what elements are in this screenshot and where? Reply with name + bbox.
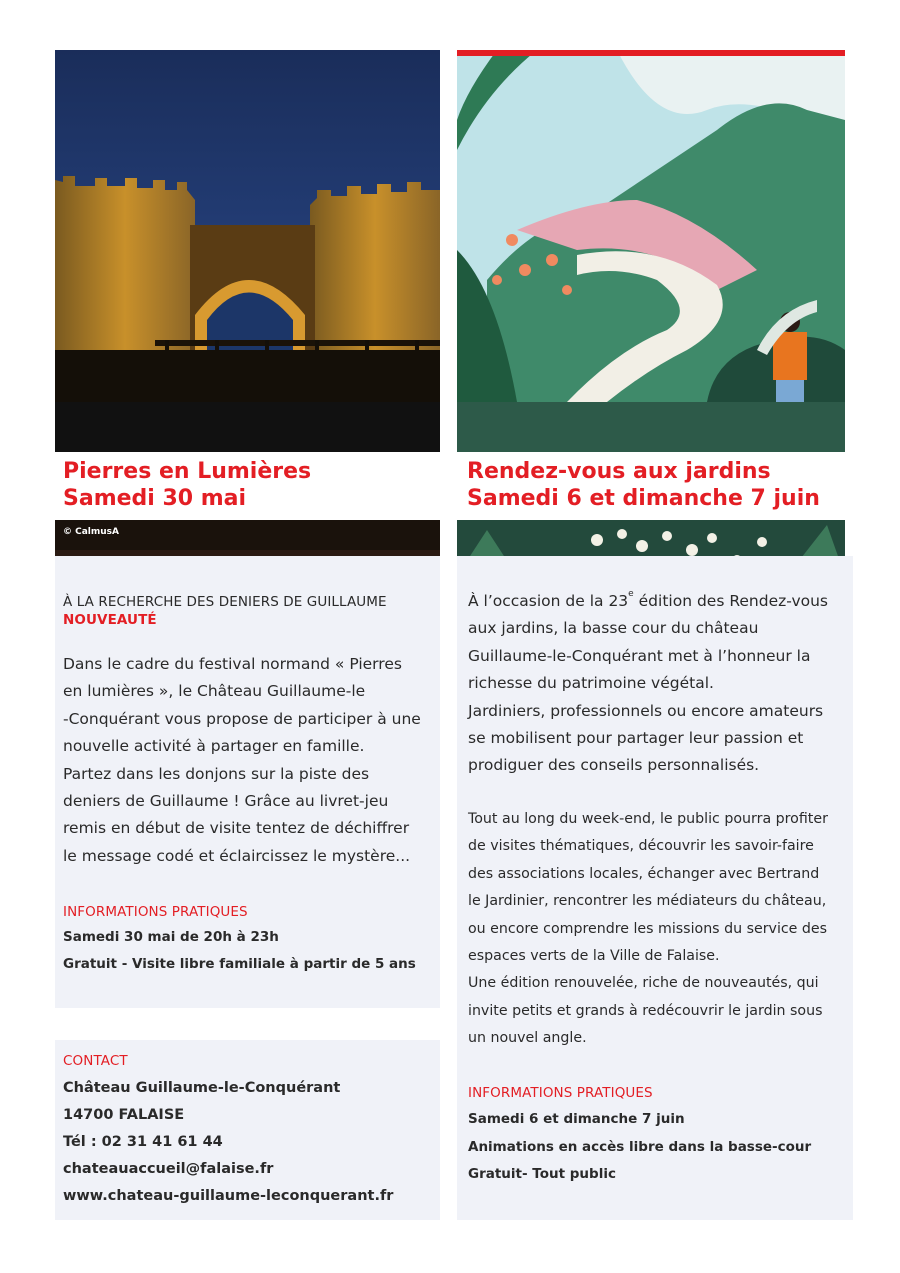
contact-phone: Tél : 02 31 41 61 44 xyxy=(63,1134,223,1150)
text-line: le Jardinier, rencontrer les médiateurs du château, xyxy=(468,893,827,910)
accent-bar xyxy=(457,50,845,56)
text-line: À l’occasion de la 23e édition des Rendez-vous xyxy=(468,589,828,610)
text-line: prodiguer des conseils personnalisés. xyxy=(468,756,760,775)
text-line: Dans le cadre du festival normand « Pierres xyxy=(63,655,402,673)
event-name: Pierres en Lumières xyxy=(63,459,312,484)
castle-night-photo xyxy=(55,50,440,402)
contact-website-link[interactable]: www.chateau-guillaume-leconquerant.fr xyxy=(63,1188,394,1204)
text-line: Une édition renouvelée, riche de nouveautés, qui xyxy=(468,975,819,992)
text-line: aux jardins, la basse cour du château xyxy=(468,619,759,638)
text-line: remis en début de visite tentez de déchiffrer xyxy=(63,819,410,838)
text-line: nouvelle activité à partager en famille. xyxy=(63,737,365,756)
event-title-pierres xyxy=(55,452,440,520)
info-heading: INFORMATIONS PRATIQUES xyxy=(468,1085,653,1101)
text-line: des associations locales, échanger avec Bertrand xyxy=(468,865,820,882)
jardins-description-panel xyxy=(457,556,853,1220)
info-heading: INFORMATIONS PRATIQUES xyxy=(63,904,248,920)
text-line: le message codé et éclaircissez le mystère... xyxy=(63,846,411,865)
event-title-jardins xyxy=(457,452,845,520)
text-line: espaces verts de la Ville de Falaise. xyxy=(468,948,720,965)
jardins-intro xyxy=(468,588,853,780)
info-access: Animations en accès libre dans la basse-cour xyxy=(468,1139,812,1155)
deniers-activity-panel xyxy=(55,556,440,1008)
text-line: invite petits et grands à redécouvrir le jardin sous xyxy=(468,1002,823,1019)
text-line: deniers de Guillaume ! Grâce au livret-jeu xyxy=(63,792,389,811)
text-line: Jardiniers, professionnels ou encore amateurs xyxy=(468,701,824,720)
info-pricing: Gratuit- Tout public xyxy=(468,1166,616,1182)
event-date: Samedi 6 et dimanche 7 juin xyxy=(467,486,820,511)
text-line: -Conquérant vous propose de participer à une xyxy=(63,709,421,728)
event-card-jardins xyxy=(457,50,845,526)
event-date: Samedi 30 mai xyxy=(63,486,247,511)
event-name: Rendez-vous aux jardins xyxy=(467,459,771,484)
contact-email-link[interactable]: chateauaccueil@falaise.fr xyxy=(63,1161,274,1177)
jardins-details xyxy=(468,806,853,1053)
text-line: ou encore comprendre les missions du service des xyxy=(468,920,828,937)
info-pricing: Gratuit - Visite libre familiale à partir de 5 ans xyxy=(63,956,416,972)
contact-heading: CONTACT xyxy=(63,1053,128,1069)
text-line: Tout au long du week-end, le public pourra profiter xyxy=(468,811,828,827)
text-line: richesse du patrimoine végétal. xyxy=(468,674,714,693)
event-card-pierres xyxy=(55,50,440,537)
photo-credit: © CalmusA xyxy=(63,527,120,537)
contact-panel xyxy=(55,1040,440,1220)
contact-name: Château Guillaume-le-Conquérant xyxy=(63,1080,341,1096)
info-dates: Samedi 6 et dimanche 7 juin xyxy=(468,1111,685,1127)
text-line: se mobilisent pour partager leur passion et xyxy=(468,729,804,748)
activity-heading: À LA RECHERCHE DES DENIERS DE GUILLAUME xyxy=(63,594,387,610)
garden-illustration xyxy=(457,50,845,402)
activity-description xyxy=(63,651,438,870)
text-line: Guillaume-le-Conquérant met à l’honneur la xyxy=(468,646,811,665)
new-badge: NOUVEAUTÉ xyxy=(63,612,157,628)
contact-city: 14700 FALAISE xyxy=(63,1107,185,1123)
text-line: Partez dans les donjons sur la piste des xyxy=(63,764,370,783)
info-schedule: Samedi 30 mai de 20h à 23h xyxy=(63,929,279,945)
text-line: de visites thématiques, découvrir les savoir-faire xyxy=(468,838,814,855)
text-line: en lumières », le Château Guillaume-le xyxy=(63,682,366,701)
text-line: un nouvel angle. xyxy=(468,1030,587,1047)
